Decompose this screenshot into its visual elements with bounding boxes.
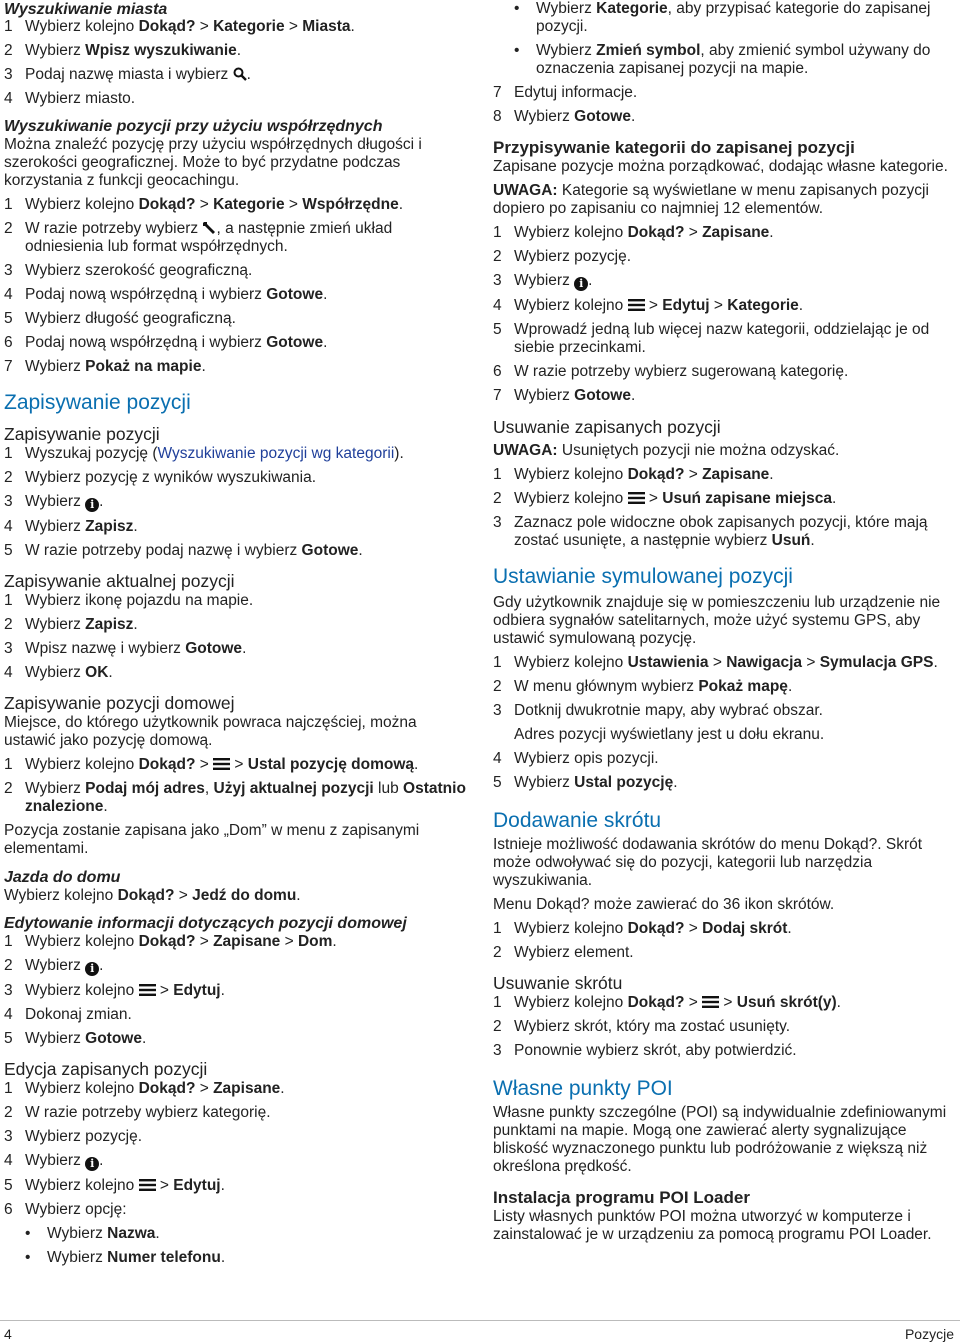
saving-location-section bbox=[4, 424, 466, 560]
step: 7 Wybierz Gotowe. bbox=[493, 387, 636, 404]
custom-poi-section bbox=[493, 1104, 955, 1176]
menu-icon bbox=[139, 983, 156, 997]
category-search-link[interactable]: Wyszukiwanie pozycji wg kategorii bbox=[157, 445, 395, 462]
menu-icon bbox=[628, 491, 645, 505]
step: 8 Wybierz Gotowe. bbox=[493, 108, 636, 125]
bullet-item: • Wybierz Nazwa. bbox=[25, 1225, 160, 1242]
step: 3 Podaj nazwę miasta i wybierz . bbox=[4, 66, 251, 83]
current-location-section bbox=[4, 571, 466, 682]
step: 3 Dotknij dwukrotnie mapy, aby wybrać obszar. bbox=[493, 702, 823, 719]
section-heading: Instalacja programu POI Loader bbox=[493, 1188, 750, 1207]
section-heading: Usuwanie skrótu bbox=[493, 973, 623, 993]
section-heading: Usuwanie zapisanych pozycji bbox=[493, 417, 721, 437]
step: 3 Wybierz szerokość geograficzną. bbox=[4, 262, 253, 279]
paragraph: Gdy użytkownik znajduje się w pomieszczeniu lub urządzenie nie odbiera sygnałów satelitarnych, może użyć systemu GPS, aby ustawić symulowaną pozycję. bbox=[493, 594, 941, 647]
info-icon: i bbox=[574, 277, 588, 291]
section-heading: Zapisywanie pozycji domowej bbox=[4, 693, 235, 713]
step: 1 Wybierz kolejno Dokąd? > Zapisane. bbox=[493, 224, 774, 241]
menu-icon bbox=[139, 1178, 156, 1192]
bullet-item: • Wybierz Kategorie, aby przypisać kategorie do zapisanej pozycji. bbox=[514, 0, 931, 35]
step: 2 Wybierz skrót, który ma zostać usunięty. bbox=[493, 1018, 791, 1035]
search-icon bbox=[233, 67, 247, 81]
left-column bbox=[4, 0, 466, 1267]
step: 1 Wybierz kolejno Dokąd? > Dodaj skrót. bbox=[493, 920, 792, 937]
bullet-item: • Wybierz Numer telefonu. bbox=[25, 1249, 226, 1266]
add-shortcut-section bbox=[493, 836, 955, 962]
step: 5 W razie potrzeby podaj nazwę i wybierz Gotowe. bbox=[4, 542, 363, 559]
edit-home-section bbox=[4, 914, 466, 1048]
step: 2 Wybierz Podaj mój adres, Użyj aktualnej pozycji lub Ostatnio znalezione. bbox=[4, 780, 466, 815]
step: 2 W razie potrzeby wybierz , a następnie zmień układ odniesienia lub format współrzędnych. bbox=[4, 220, 393, 255]
paragraph: Menu Dokąd? może zawierać do 36 ikon skrótów. bbox=[493, 896, 835, 913]
section-heading: Edytowanie informacji dotyczących pozycji domowej bbox=[4, 915, 407, 932]
step: 5 Wybierz Ustal pozycję. bbox=[493, 774, 678, 791]
step: 4 Podaj nową współrzędną i wybierz Gotowe. bbox=[4, 286, 328, 303]
info-icon: i bbox=[85, 962, 99, 976]
step: 2 W razie potrzeby wybierz kategorię. bbox=[4, 1104, 271, 1121]
step: 6 Wybierz opcję: bbox=[4, 1201, 127, 1218]
paragraph: Pozycja zostanie zapisana jako „Dom” w menu z zapisanymi elementami. bbox=[4, 822, 420, 857]
paragraph: Miejsce, do którego użytkownik powraca najczęściej, można ustawić jako pozycję domową. bbox=[4, 714, 417, 749]
section-heading: Zapisywanie pozycji bbox=[4, 424, 160, 444]
step: 1 Wyszukaj pozycję (Wyszukiwanie pozycji wg kategorii). bbox=[4, 445, 404, 462]
step: 7 Wybierz Pokaż na mapie. bbox=[4, 358, 206, 375]
remove-shortcut-section bbox=[493, 973, 955, 1060]
step: 3 Ponownie wybierz skrót, aby potwierdzić. bbox=[493, 1042, 797, 1059]
page-number: 4 bbox=[4, 1326, 12, 1342]
wrench-icon bbox=[202, 221, 216, 235]
simulated-location-section bbox=[493, 594, 955, 792]
step: 4 Wybierz opis pozycji. bbox=[493, 750, 659, 767]
step: 2 Wybierz kolejno > Usuń zapisane miejsca. bbox=[493, 490, 837, 507]
step: 5 Wybierz kolejno > Edytuj. bbox=[4, 1177, 225, 1194]
section-heading: Edycja zapisanych pozycji bbox=[4, 1059, 208, 1079]
paragraph: Wybierz kolejno Dokąd? > Jedź do domu. bbox=[4, 887, 301, 904]
drive-home-section bbox=[4, 868, 466, 905]
footer-section-name: Pozycje bbox=[904, 1326, 954, 1342]
edit-saved-continued bbox=[493, 0, 955, 126]
section-heading: Zapisywanie aktualnej pozycji bbox=[4, 571, 235, 591]
step: 1 Wybierz kolejno Ustawienia > Nawigacja > Symulacja GPS. bbox=[493, 654, 938, 671]
step: 4 Wybierz i . bbox=[4, 1152, 104, 1170]
step: 4 Dokonaj zmian. bbox=[4, 1006, 132, 1023]
info-icon: i bbox=[85, 1157, 99, 1171]
step: 1 Wybierz kolejno Dokąd? > Zapisane. bbox=[493, 466, 774, 483]
bullet-item: • Wybierz Zmień symbol, aby zmienić symbol używany do oznaczenia zapisanej pozycji na mapie. bbox=[514, 42, 931, 77]
step: 1 Wybierz ikonę pojazdu na mapie. bbox=[4, 592, 254, 609]
paragraph: Zapisane pozycje można porządkować, dodając własne kategorie. bbox=[493, 158, 948, 175]
step: 1 Wybierz kolejno Dokąd? > > Ustal pozycję domową. bbox=[4, 756, 419, 773]
step: 2 Wybierz element. bbox=[493, 944, 634, 961]
section-heading: Przypisywanie kategorii do zapisanej pozycji bbox=[493, 138, 855, 157]
chapter-title: Dodawanie skrótu bbox=[493, 809, 662, 832]
step: 5 Wprowadź jedną lub więcej nazw kategorii, oddzielając je od siebie przecinkami. bbox=[493, 321, 930, 356]
note: UWAGA: Kategorie są wyświetlane w menu zapisanych pozycji dopiero po zapisaniu co najmniej 12 elementów. bbox=[493, 182, 929, 217]
step: 6 W razie potrzeby wybierz sugerowaną kategorię. bbox=[493, 363, 849, 380]
poi-loader-section bbox=[493, 1187, 955, 1244]
step: 4 Wybierz kolejno > Edytuj > Kategorie. bbox=[493, 297, 804, 314]
home-location-section bbox=[4, 693, 466, 858]
step: 3 Wpisz nazwę i wybierz Gotowe. bbox=[4, 640, 247, 657]
chapter-title: Ustawianie symulowanej pozycji bbox=[493, 565, 793, 588]
step: 4 Wybierz miasto. bbox=[4, 90, 136, 107]
chapter-title: Własne punkty POI bbox=[493, 1077, 673, 1100]
note: UWAGA: Usuniętych pozycji nie można odzyskać. bbox=[493, 442, 840, 459]
step: 7 Edytuj informacje. bbox=[493, 84, 638, 101]
step: 5 Wybierz Gotowe. bbox=[4, 1030, 147, 1047]
step: 2 Wybierz i . bbox=[4, 957, 104, 975]
menu-icon bbox=[213, 757, 230, 771]
section-heading: Jazda do domu bbox=[4, 869, 121, 886]
coordinates-search-section bbox=[4, 117, 466, 376]
step: 6 Podaj nową współrzędną i wybierz Gotowe. bbox=[4, 334, 328, 351]
step: 3 Wybierz kolejno > Edytuj. bbox=[4, 982, 225, 999]
info-icon: i bbox=[85, 498, 99, 512]
step: 1 Wybierz kolejno Dokąd? > Kategorie > Miasta. bbox=[4, 18, 355, 35]
edit-saved-section bbox=[4, 1059, 466, 1267]
step: 3 Wybierz i . bbox=[493, 272, 593, 290]
step: 5 Wybierz długość geograficzną. bbox=[4, 310, 236, 327]
step: 4 Wybierz OK. bbox=[4, 664, 113, 681]
city-search-section bbox=[4, 0, 466, 108]
section-heading: Wyszukiwanie pozycji przy użyciu współrzędnych bbox=[4, 118, 383, 135]
assign-category-section bbox=[493, 137, 955, 405]
step: 2 Wybierz pozycję. bbox=[493, 248, 632, 265]
step: 4 Wybierz Zapisz. bbox=[4, 518, 138, 535]
paragraph: Można znaleźć pozycję przy użyciu współrzędnych długości i szerokości geograficznej. Może to być przydatne podczas korzystania z funkcji geocachingu. bbox=[4, 136, 422, 189]
step: 3 Zaznacz pole widoczne obok zapisanych pozycji, które mają zostać usunięte, a następnie wybierz Usuń. bbox=[493, 514, 928, 549]
step: 1 Wybierz kolejno Dokąd? > Kategorie > Współrzędne. bbox=[4, 196, 404, 213]
menu-icon bbox=[702, 995, 719, 1009]
step: 1 Wybierz kolejno Dokąd? > > Usuń skrót(y). bbox=[493, 994, 841, 1011]
step-note: Adres pozycji wyświetlany jest u dołu ekranu. bbox=[514, 726, 825, 743]
step: 2 Wybierz Zapisz. bbox=[4, 616, 138, 633]
step: 2 Wybierz pozycję z wyników wyszukiwania. bbox=[4, 469, 317, 486]
menu-icon bbox=[628, 298, 645, 312]
paragraph: Listy własnych punktów POI można utworzyć w komputerze i zainstalować je w urządzeniu za pomocą programu POI Loader. bbox=[493, 1208, 932, 1243]
right-column bbox=[493, 0, 955, 1244]
section-heading: Wyszukiwanie miasta bbox=[4, 1, 168, 18]
paragraph: Istnieje możliwość dodawania skrótów do menu Dokąd?. Skrót może odwoływać się do pozycji, kategorii lub narzędzia wyszukiwania. bbox=[493, 836, 923, 889]
step: 2 Wybierz Wpisz wyszukiwanie. bbox=[4, 42, 242, 59]
step: 3 Wybierz pozycję. bbox=[4, 1128, 143, 1145]
step: 1 Wybierz kolejno Dokąd? > Zapisane. bbox=[4, 1080, 285, 1097]
footer-divider bbox=[0, 1320, 960, 1321]
step: 3 Wybierz i . bbox=[4, 493, 104, 511]
step: 1 Wybierz kolejno Dokąd? > Zapisane > Dom. bbox=[4, 933, 337, 950]
chapter-title: Zapisywanie pozycji bbox=[4, 391, 191, 414]
delete-saved-section bbox=[493, 417, 955, 550]
step: 2 W menu głównym wybierz Pokaż mapę. bbox=[493, 678, 793, 695]
paragraph: Własne punkty szczególne (POI) są indywidualnie zdefiniowanymi punktami na mapie. Mogą one zawierać alerty sygnalizujące bliskość wyznaczonego punktu lub podróżowanie z większą niż określona prędkość. bbox=[493, 1104, 947, 1175]
